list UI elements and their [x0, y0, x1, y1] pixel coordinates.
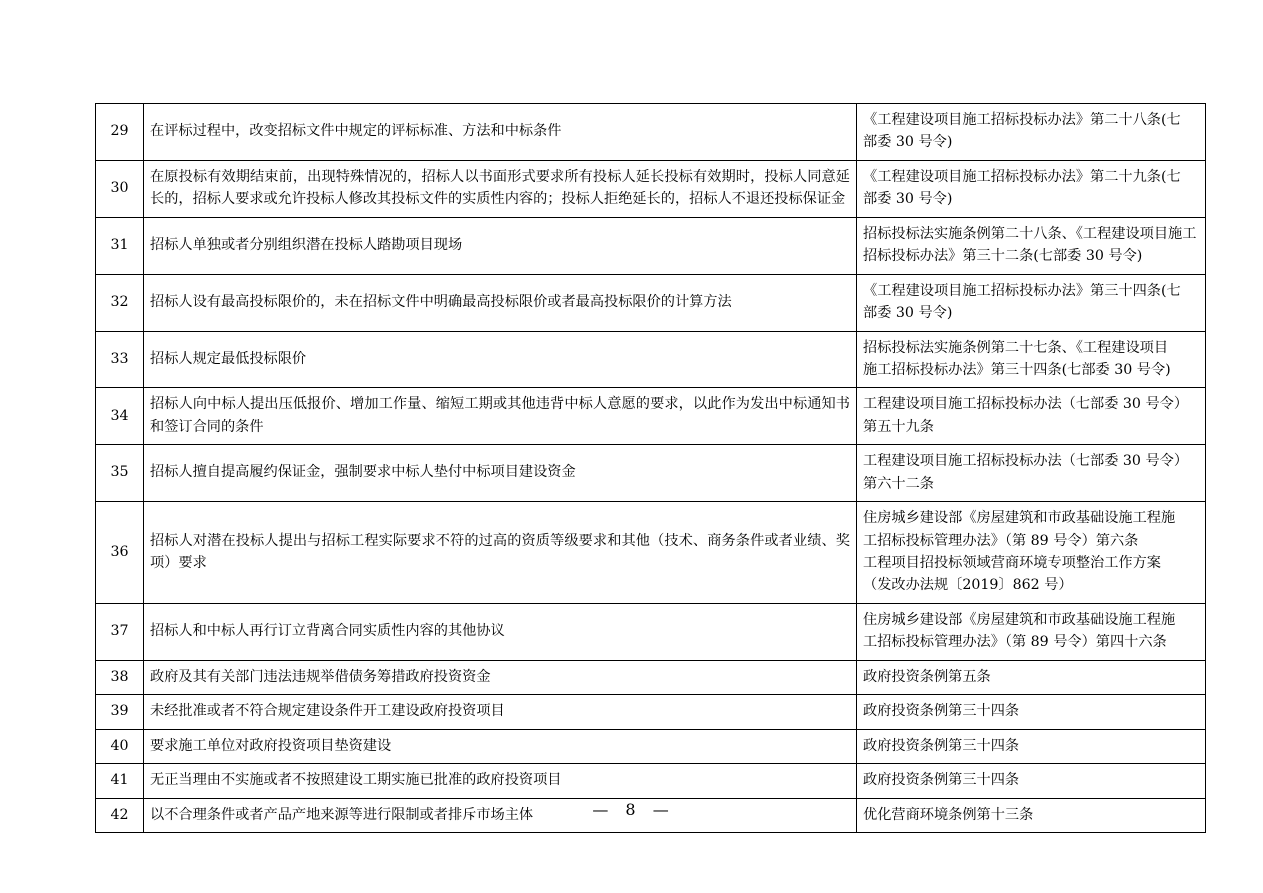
violation-description: 招标人和中标人再行订立背离合同实质性内容的其他协议: [144, 603, 857, 660]
row-number: 29: [96, 104, 144, 161]
legal-basis-line: 第六十二条: [863, 475, 934, 492]
violation-description: 在原投标有效期结束前，出现特殊情况的，招标人以书面形式要求所有投标人延长投标有效期时，投标人同意延长的，招标人要求或允许投标人修改其投标文件的实质性内容的；投标人拒绝延长的，招标人不退还投标保证金: [144, 160, 857, 217]
row-number: 40: [96, 729, 144, 763]
legal-basis: [857, 274, 1206, 331]
legal-basis-line: 住房城乡建设部《房屋建筑和市政基础设施工程施: [863, 611, 1176, 628]
legal-basis-line: 政府投资条例第三十四条: [863, 703, 1020, 720]
legal-basis-line: 部委 30 号令): [863, 191, 953, 208]
violation-description: 招标人对潜在投标人提出与招标工程实际要求不符的过高的资质等级要求和其他（技术、商务条件或者业绩、奖项）要求: [144, 502, 857, 604]
legal-basis-line: 招标投标法实施条例第二十八条、《工程建设项目施工: [863, 225, 1197, 242]
table-row: [96, 502, 1206, 604]
violation-description: 招标人设有最高投标限价的，未在招标文件中明确最高投标限价或者最高投标限价的计算方法: [144, 274, 857, 331]
row-number: 38: [96, 660, 144, 694]
table-row: [96, 445, 1206, 502]
legal-basis: [857, 104, 1206, 161]
legal-basis-line: 工程项目招投标领域营商环境专项整治工作方案: [863, 555, 1161, 571]
table-row: [96, 331, 1206, 388]
legal-basis-line: 《工程建设项目施工招标投标办法》第二十九条(七: [863, 168, 1181, 185]
legal-basis-line: 政府投资条例第三十四条: [863, 737, 1020, 754]
legal-basis-line: 部委 30 号令): [863, 305, 953, 322]
violation-description: 未经批准或者不符合规定建设条件开工建设政府投资项目: [144, 695, 857, 729]
violation-description: 招标人擅自提高履约保证金，强制要求中标人垫付中标项目建设资金: [144, 445, 857, 502]
row-number: 30: [96, 160, 144, 217]
table-row: [96, 217, 1206, 274]
table-row: [96, 160, 1206, 217]
legal-basis: [857, 729, 1206, 763]
footer-dash-left: —: [592, 800, 611, 819]
legal-basis: [857, 217, 1206, 274]
table-row: [96, 274, 1206, 331]
violation-description: 要求施工单位对政府投资项目垫资建设: [144, 729, 857, 763]
row-number: 35: [96, 445, 144, 502]
legal-basis: [857, 160, 1206, 217]
row-number: 34: [96, 388, 144, 445]
legal-basis-line: 工招标投标管理办法》（第 89 号令）第六条: [863, 532, 1139, 549]
legal-basis-line: （发改办法规〔2019〕862 号）: [863, 577, 1073, 594]
legal-basis-line: 部委 30 号令): [863, 134, 953, 151]
row-number: 42: [96, 798, 144, 832]
violation-description: 无正当理由不实施或者不按照建设工期实施已批准的政府投资项目: [144, 764, 857, 798]
legal-basis-line: 政府投资条例第三十四条: [863, 772, 1020, 789]
table-row: [96, 603, 1206, 660]
legal-basis: [857, 695, 1206, 729]
table-body: [96, 104, 1206, 833]
row-number: 33: [96, 331, 144, 388]
table-row: [96, 388, 1206, 445]
table-row: [96, 695, 1206, 729]
legal-basis-line: 《工程建设项目施工招标投标办法》第二十八条(七: [863, 112, 1181, 128]
legal-basis-line: 招标投标办法》第三十二条(七部委 30 号令): [863, 248, 1143, 265]
legal-basis-line: 工程建设项目施工招标投标办法（七部委 30 号令）: [863, 396, 1189, 413]
violation-description: 政府及其有关部门违法违规举借债务筹措政府投资资金: [144, 660, 857, 694]
legal-basis-line: 《工程建设项目施工招标投标办法》第三十四条(七: [863, 282, 1181, 299]
legal-basis: [857, 502, 1206, 604]
violation-description: 招标人单独或者分别组织潜在投标人踏勘项目现场: [144, 217, 857, 274]
table-row: [96, 104, 1206, 161]
legal-basis: [857, 660, 1206, 694]
legal-basis: [857, 603, 1206, 660]
legal-basis-line: 工招标投标管理办法》（第 89 号令）第四十六条: [863, 634, 1167, 651]
legal-basis-line: 政府投资条例第五条: [863, 668, 991, 685]
page-number: 8: [625, 800, 638, 819]
row-number: 41: [96, 764, 144, 798]
row-number: 31: [96, 217, 144, 274]
row-number: 36: [96, 502, 144, 604]
legal-basis-line: 招标投标法实施条例第二十七条、《工程建设项目: [863, 339, 1169, 356]
page-footer: [0, 800, 1263, 819]
legal-basis: [857, 445, 1206, 502]
row-number: 39: [96, 695, 144, 729]
violation-description: 以不合理条件或者产品产地来源等进行限制或者排斥市场主体: [144, 798, 857, 832]
table-row: [96, 729, 1206, 763]
table-row: [96, 764, 1206, 798]
legal-basis: [857, 764, 1206, 798]
legal-basis-line: 施工招标投标办法》第三十四条(七部委 30 号令): [863, 361, 1171, 378]
legal-basis-line: 住房城乡建设部《房屋建筑和市政基础设施工程施: [863, 510, 1176, 527]
legal-basis: [857, 331, 1206, 388]
table-row: [96, 660, 1206, 694]
row-number: 37: [96, 603, 144, 660]
row-number: 32: [96, 274, 144, 331]
violation-description: 招标人向中标人提出压低报价、增加工作量、缩短工期或其他违背中标人意愿的要求，以此作为发出中标通知书和签订合同的条件: [144, 388, 857, 445]
violation-list-table: [95, 103, 1206, 833]
legal-basis-line: 工程建设项目施工招标投标办法（七部委 30 号令）: [863, 453, 1189, 470]
violation-description: 在评标过程中，改变招标文件中规定的评标标准、方法和中标条件: [144, 104, 857, 161]
footer-dash-right: —: [652, 800, 671, 819]
legal-basis-line: 第五十九条: [863, 418, 934, 435]
legal-basis-line: 优化营商环境条例第十三条: [863, 806, 1034, 823]
violation-description: 招标人规定最低投标限价: [144, 331, 857, 388]
legal-basis: [857, 388, 1206, 445]
